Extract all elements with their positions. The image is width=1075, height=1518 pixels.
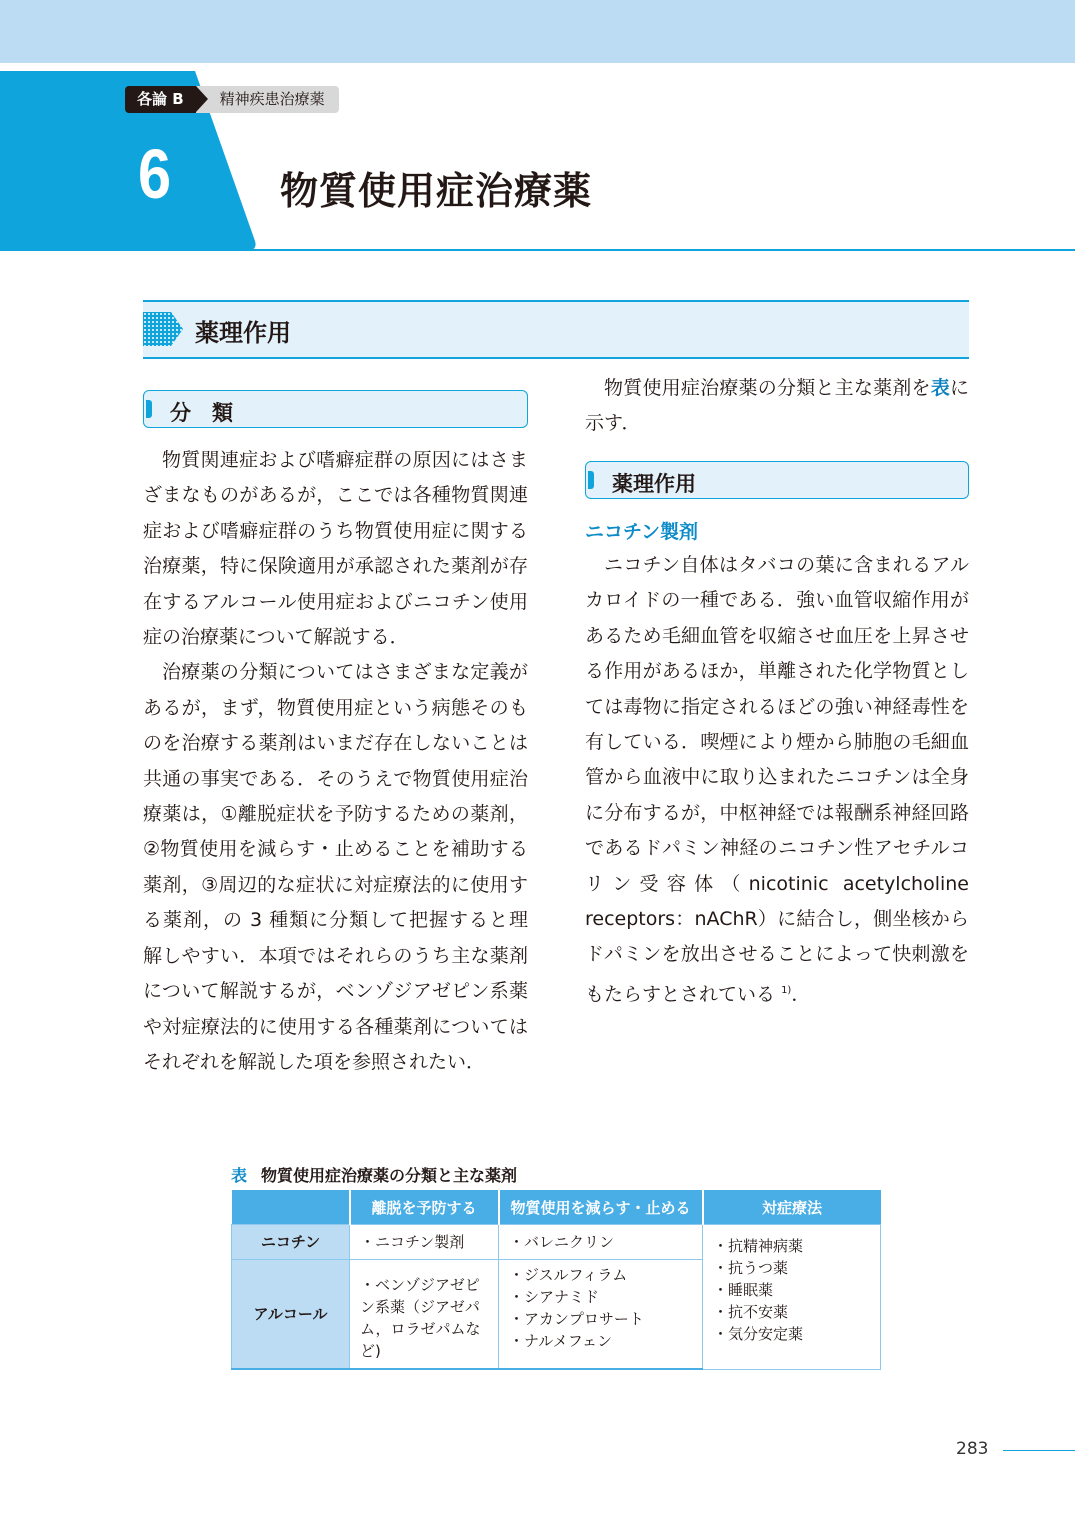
drug-classification-table bbox=[231, 1190, 881, 1370]
subheading-classification bbox=[143, 390, 528, 428]
drug-heading: ニコチン製剤 bbox=[585, 521, 699, 543]
table-header: 物質使用を減らす・止める bbox=[499, 1190, 703, 1225]
table-caption bbox=[231, 1163, 517, 1186]
paragraph: 物質関連症および嗜癖症群の原因にはさまざまなものがあるが，ここでは各種物質関連症および嗜癖症群のうち物質使用症に関する治療薬，特に保険適用が承認された薬剤が存在するアルコール使用症およびニコチン使用症の治療薬について解説する． bbox=[143, 449, 528, 649]
right-intro-text: 物質使用症治療薬の分類と主な薬剤を表に示す． bbox=[585, 377, 969, 435]
subheading-tab bbox=[588, 471, 594, 489]
table-row bbox=[232, 1225, 881, 1260]
subheading-label: 薬理作用 bbox=[612, 472, 696, 496]
top-color-band bbox=[0, 0, 1075, 63]
table-reference-link[interactable]: 表 bbox=[930, 377, 950, 399]
table-header-empty bbox=[232, 1190, 350, 1225]
chapter-number: 6 bbox=[138, 135, 172, 213]
table-cell: ・ジスルフィラム ・シアナミド ・アカンプロサート ・ナルメフェン bbox=[499, 1260, 703, 1370]
table-caption-tag: 表 bbox=[231, 1166, 248, 1185]
page-number-rule bbox=[1003, 1450, 1075, 1451]
breadcrumb-section: 精神疾患治療薬 bbox=[196, 86, 339, 113]
chapter-title: 物質使用症治療薬 bbox=[280, 169, 593, 213]
symptomatic-cell: ・抗精神病薬 ・抗うつ薬 ・睡眠薬 ・抗不安薬 ・気分安定薬 bbox=[703, 1225, 881, 1370]
table-cell: ・バレニクリン bbox=[499, 1225, 703, 1260]
table-caption-title: 物質使用症治療薬の分類と主な薬剤 bbox=[261, 1166, 518, 1185]
table-cell: ・ニコチン製剤 bbox=[350, 1225, 499, 1260]
row-label: ニコチン bbox=[232, 1225, 350, 1260]
right-body-text: ニコチン自体はタバコの葉に含まれるアルカロイドの一種である．強い血管収縮作用があるため毛細血管を収縮させ血圧を上昇させる作用があるほか，単離された化学物質としては毒物に指定されるほどの強い神経毒性を有している．喫煙により煙から肺胞の毛細血管から血液中に取り込まれたニコチンは全身に分布するが，中枢神経では報酬系神経回路であるドパミン神経のニコチン性アセチルコリン受容体（nicotinic acetylcholine receptors：nAChR）に結合し，側坐核からドパミンを放出させることによって快刺激をもたらすとされている $^{1)}$． bbox=[585, 554, 969, 1006]
section-title: 薬理作用 bbox=[195, 319, 291, 347]
reference-superscript: 1) bbox=[781, 984, 792, 996]
row-label: アルコール bbox=[232, 1260, 350, 1370]
page-number: 283 bbox=[956, 1439, 989, 1459]
subheading-tab bbox=[146, 400, 152, 418]
section-marker-icon bbox=[143, 312, 183, 346]
table-header: 離脱を予防する bbox=[350, 1190, 499, 1225]
table-header-row bbox=[232, 1190, 881, 1225]
paragraph: 治療薬の分類についてはさまざまな定義があるが，まず，物質使用症という病態そのものを治療する薬剤はいまだ存在しないことは共通の事実である．そのうえで物質使用症治療薬は，①離脱症状を予防するための薬剤，②物質使用を減らす・止めることを補助する薬剤，③周辺的な症状に対症療法的に使用する薬剤，の 3 種類に分類して把握すると理解しやすい．本項ではそれらのうち主な薬剤について解説するが，ベンゾジアゼピン系薬や対症療法的に使用する各種薬剤についてはそれぞれを解説した項を参照されたい． bbox=[143, 661, 528, 1073]
chapter-underline bbox=[240, 249, 1075, 251]
table-header: 対症療法 bbox=[703, 1190, 881, 1225]
breadcrumb-part: 各論 B bbox=[125, 86, 196, 113]
breadcrumb bbox=[125, 86, 339, 113]
subheading-label: 分 類 bbox=[170, 401, 233, 425]
subheading-pharmacology bbox=[585, 461, 969, 499]
left-body-text bbox=[143, 443, 528, 1080]
table-cell: ・ベンゾジアゼピン系薬（ジアゼパム，ロラゼパムなど) bbox=[350, 1260, 499, 1370]
